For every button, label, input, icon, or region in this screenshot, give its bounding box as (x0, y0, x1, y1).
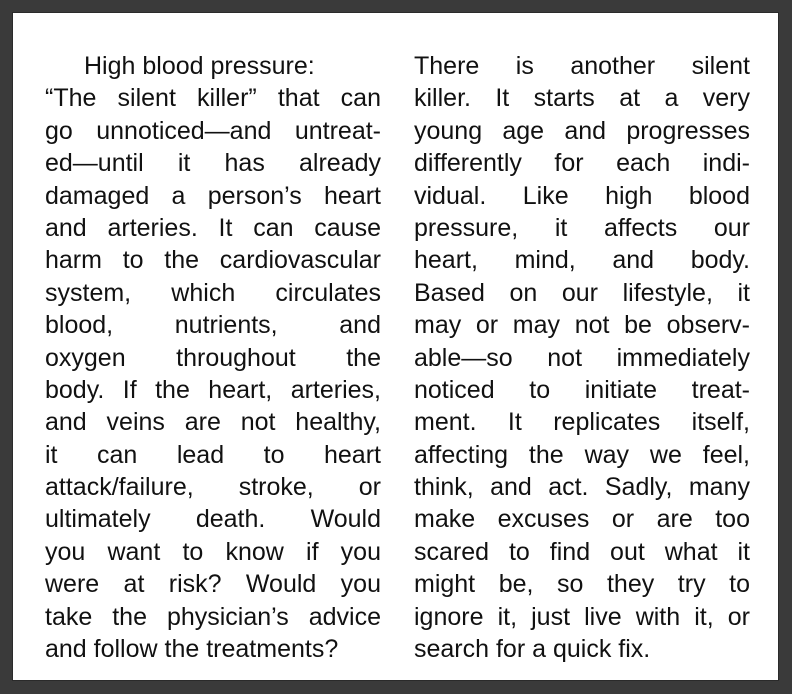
text-line: were at risk? Would you (45, 570, 381, 599)
text-line: may or may not be observ- (414, 311, 750, 340)
text-line: and arteries. It can cause (45, 213, 381, 242)
text-line: oxygen throughout the (45, 343, 381, 372)
text-line: heart, mind, and body. (414, 246, 750, 275)
text-line: attack/failure, stroke, or (45, 473, 381, 502)
text-line: affecting the way we feel, (414, 440, 750, 469)
text-line: High blood pressure: (84, 52, 315, 80)
text-line: it can lead to heart (45, 440, 381, 469)
text-line: ment. It replicates itself, (414, 408, 750, 437)
text-line: ed—until it has already (45, 149, 381, 178)
text-line: young age and progresses (414, 116, 750, 145)
text-line: ultimately death. Would (45, 505, 381, 534)
text-line: ignore it, just live with it, or (414, 602, 750, 631)
text-line: damaged a person’s heart (45, 181, 381, 210)
text-line: take the physician’s advice (45, 602, 381, 631)
text-line: pressure, it affects our (414, 213, 750, 242)
text-line: scared to find out what it (414, 537, 750, 566)
text-line: “The silent killer” that can (45, 84, 381, 113)
text-line: differently for each indi- (414, 149, 750, 178)
text-line: think, and act. Sadly, many (414, 473, 750, 502)
text-line: Based on our lifestyle, it (414, 278, 750, 307)
text-line: search for a quick fix. (414, 635, 651, 664)
text-line: killer. It starts at a very (414, 84, 750, 113)
text-line: vidual. Like high blood (414, 181, 750, 210)
text-line: body. If the heart, arteries, (45, 375, 381, 404)
text-line: might be, so they try to (414, 570, 750, 599)
text-line: system, which circulates (45, 278, 381, 307)
document-page (12, 12, 779, 681)
text-line: you want to know if you (45, 537, 381, 566)
text-line: There is another silent (414, 52, 750, 80)
left-column (45, 50, 381, 665)
text-line: able—so not immediately (414, 343, 750, 372)
text-line: make excuses or are too (414, 505, 750, 534)
text-line: harm to the cardiovascular (45, 246, 381, 275)
text-line: go unnoticed—and untreat- (45, 116, 381, 145)
text-line: and veins are not healthy, (45, 408, 381, 437)
text-line: and follow the treatments? (45, 635, 339, 664)
text-line: blood, nutrients, and (45, 311, 381, 340)
right-column (414, 50, 750, 665)
text-line: noticed to initiate treat- (414, 375, 750, 404)
